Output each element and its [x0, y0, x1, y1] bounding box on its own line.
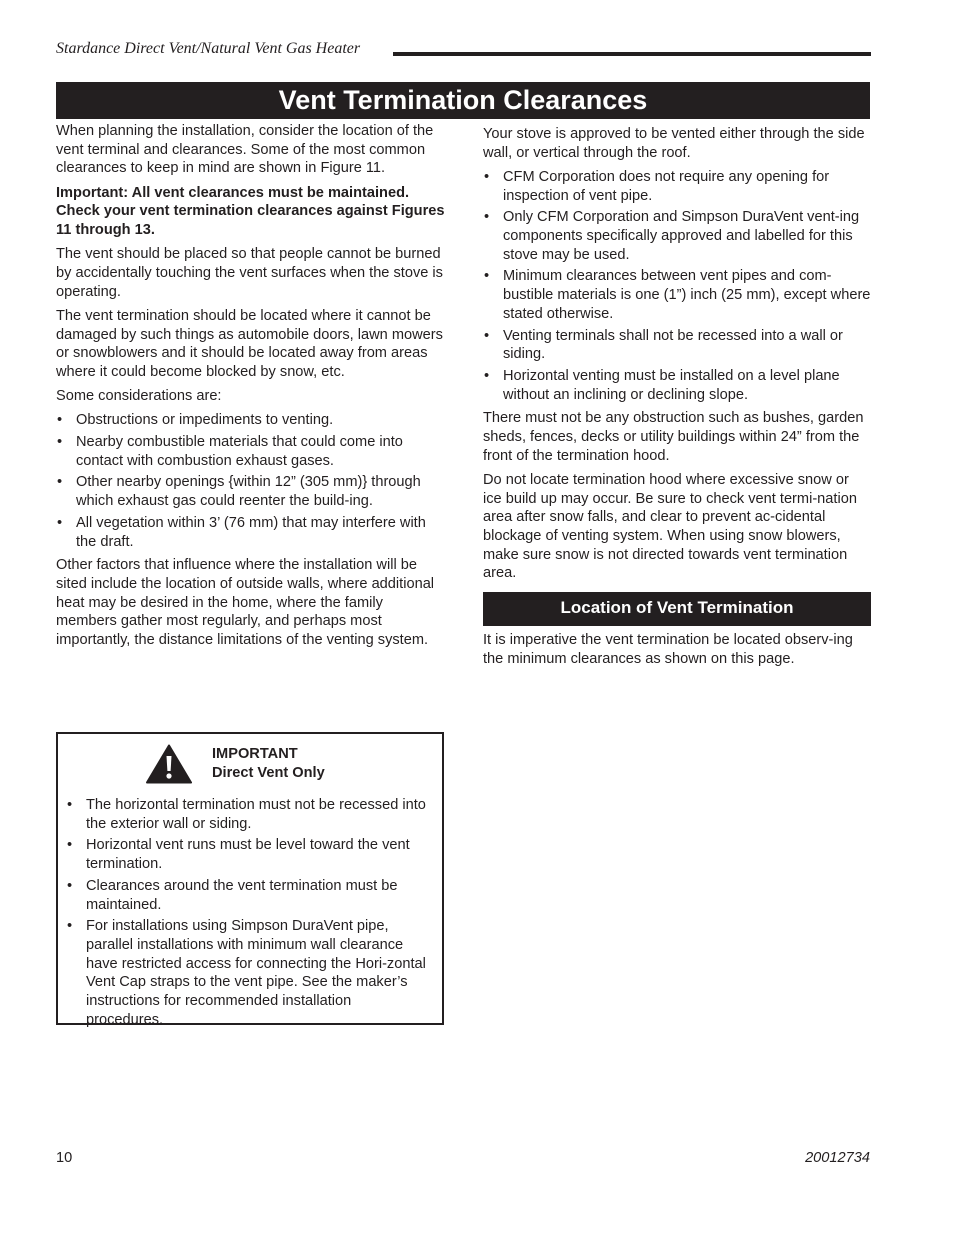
paragraph: Other factors that influence where the installation will be sited include the location of outside walls, where additional heat may be desired in the home, where the family members gather most regularly, and perhaps most importantly, the distance limitations of the venting system. [56, 557, 435, 649]
list-item: • Minimum clearances between vent pipes and com-bustible materials is one (1”) inch (25 mm), except where stated otherwise. [483, 267, 871, 323]
venting-rules-list [483, 168, 871, 404]
important-list [66, 796, 432, 1029]
left-column [56, 122, 446, 655]
list-item: • The horizontal termination must not be recessed into the exterior wall or siding. [66, 796, 432, 833]
list-item: • Other nearby openings {within 12” (305 mm)} through which exhaust gas could reenter the build-ing. [56, 473, 446, 510]
list-item: • Horizontal vent runs must be level toward the vent termination. [66, 836, 432, 873]
list-item: • Clearances around the vent termination must be maintained. [66, 877, 432, 914]
running-header: Stardance Direct Vent/Natural Vent Gas Heater [56, 40, 361, 57]
direct-vent-only-label: Direct Vent Only [212, 765, 325, 781]
important-callout-box [56, 732, 444, 1028]
paragraph: Do not locate termination hood where excessive snow or ice build up may occur. Be sure to check vent termi-nation area after snow falls, and clear to prevent ac-cidental blockage of venting system. When using snow blowers, make sure snow is not directed towards vent termination area. [483, 471, 857, 582]
paragraph: The vent termination should be located where it cannot be damaged by such things as automobile doors, lawn mowers or snowblowers and it should be located away from areas where it could become blocked by snow, etc. [56, 307, 443, 380]
list-item: • CFM Corporation does not require any opening for inspection of vent pipe. [483, 168, 871, 205]
paragraph: It is imperative the vent termination be located observ-ing the minimum clearances as shown on this page. [483, 632, 853, 667]
right-column [483, 125, 871, 674]
list-item: • Obstructions or impediments to venting. [56, 411, 446, 430]
list-item: • Nearby combustible materials that could come into contact with combustion exhaust gases. [56, 433, 446, 470]
document-number: 20012734 [805, 1150, 870, 1166]
paragraph: Some considerations are: [56, 388, 222, 405]
important-callout-title [212, 745, 325, 783]
important-note: Important: All vent clearances must be maintained. Check your vent termination clearances against Figures 11 through 13. [56, 184, 445, 239]
paragraph: Your stove is approved to be vented either through the side wall, or vertical through the roof. [483, 126, 865, 161]
page-title: Vent Termination Clearances [56, 82, 870, 119]
paragraph: The vent should be placed so that people cannot be burned by accidentally touching the vent surfaces when the stove is operating. [56, 246, 443, 300]
important-callout-header [66, 744, 432, 796]
page-number: 10 [56, 1150, 73, 1166]
list-item: • Horizontal venting must be installed on a level plane without an inclining or declining slope. [483, 367, 871, 404]
list-item: • All vegetation within 3’ (76 mm) that may interfere with the draft. [56, 514, 446, 551]
paragraph: When planning the installation, consider the location of the vent terminal and clearances. Some of the most common clearances to keep in mind are shown in Figure 11. [56, 123, 434, 177]
list-item: • Only CFM Corporation and Simpson DuraVent vent-ing components specifically approved and labelled for this stove may be used. [483, 208, 871, 264]
section-heading: Location of Vent Termination [483, 592, 871, 626]
warning-triangle-icon [146, 744, 192, 784]
important-label: IMPORTANT [212, 746, 298, 762]
list-item: • Venting terminals shall not be recessed into a wall or siding. [483, 327, 871, 364]
header-rule [393, 52, 871, 56]
considerations-list [56, 411, 446, 551]
list-item: • For installations using Simpson DuraVent pipe, parallel installations with minimum wall clearance have restricted access for connecting the Hori-zontal Vent Cap straps to the vent pipe. See the maker’s instructions for recommended installation procedures. [66, 917, 432, 1029]
paragraph: There must not be any obstruction such as bushes, garden sheds, fences, decks or utility buildings within 24” from the front of the termination hood. [483, 410, 864, 464]
